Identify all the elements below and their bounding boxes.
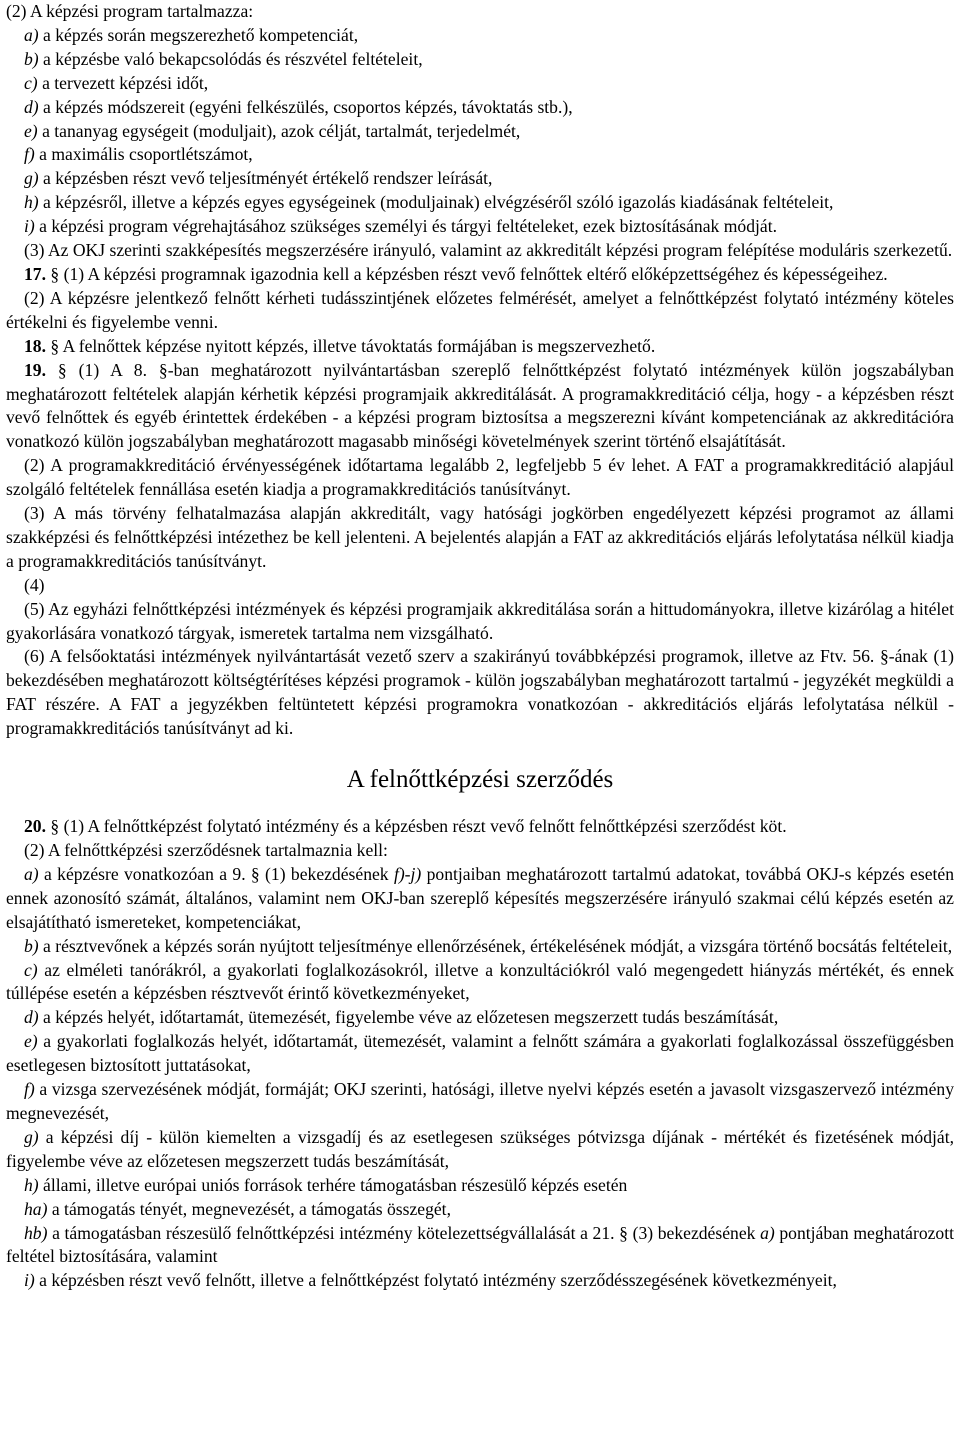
- item-text: a képzési program végrehajtásához szükséges személyi és tárgyi feltételeket, ezek biztosításának módját.: [34, 216, 777, 237]
- list-item-c: [6, 72, 954, 96]
- item-label: a): [24, 863, 39, 884]
- section-19-paragraph-4: (4): [24, 574, 45, 595]
- item-text-continued: pontjaiban meghatározott tartalmú adatokat, továbbá OKJ-s képzés esetén ennek azonosító számát, általános, valamint nem OKJ-ban szereplő képesítés megszerzésére irányuló szakmai célú képzés esetén az elsajátítható ismereteket, kompetenciákat,: [6, 863, 954, 932]
- list-item-d: [6, 96, 954, 120]
- item-text: a támogatásban részesülő felnőttképzési intézmény kötelezettségvállalását a 21. § (3) bekezdésének: [47, 1222, 761, 1243]
- section-heading: A felnőttképzési szerződés: [346, 766, 614, 794]
- list-item-g: [6, 167, 954, 191]
- item-label: i): [24, 216, 35, 237]
- item-text: a képzésben részt vevő felnőtt, illetve a felnőttképzést folytató intézmény szerződésszegésének következményeit,: [34, 1270, 837, 1291]
- list-item-b: [6, 48, 954, 72]
- section-number: 19.: [24, 359, 46, 380]
- item-label: h): [24, 192, 39, 213]
- item-label: hb): [24, 1222, 48, 1243]
- item-label: g): [24, 168, 39, 189]
- section-19-paragraph-2: (2) A programakkreditáció érvényességének időtartama legalább 2, legfeljebb 5 év lehet. A FAT a programakkreditáció alapjául szolgáló feltételek fennállása esetén kiadja a programakkreditációs tanúsítványt.: [6, 455, 954, 500]
- item-text: a tananyag egységeit (moduljait), azok célját, tartalmát, terjedelmét,: [37, 120, 521, 141]
- section-text: § (1) A képzési programnak igazodnia kell a képzésben részt vevő felnőttek eltérő előképzettségéhez és képességeihez.: [46, 263, 888, 284]
- item-text: az elméleti tanórákról, a gyakorlati foglalkozásokról, illetve a konzultációkról való megengedett hiányzás mértékét, és ennek túllépése esetén a képzésben résztvevőt érintő következményeket,: [6, 959, 954, 1004]
- item-text: a képzés módszereit (egyéni felkészülés, csoportos képzés, távoktatás stb.),: [38, 96, 573, 117]
- contract-item-c: [6, 959, 954, 1007]
- contract-item-i: [6, 1269, 954, 1293]
- item-label: f): [24, 144, 35, 165]
- section-20-paragraph-2: (2) A felnőttképzési szerződésnek tartalmaznia kell:: [24, 840, 388, 860]
- section-number: 18.: [24, 335, 46, 356]
- section-text: § (1) A felnőttképzést folytató intézmény és a képzésben részt vevő felnőtt felnőttképzési szerződést köt.: [46, 816, 787, 837]
- item-text: a vizsga szervezésének módját, formáját; OKJ szerinti, hatósági, illetve nyelvi képzés esetén a javasolt vizsgaszervező intézmény megnevezését,: [6, 1079, 954, 1123]
- item-label: f): [24, 1079, 35, 1100]
- contract-item-e: [6, 1030, 954, 1078]
- list-item-e: [6, 120, 954, 144]
- contract-item-b: [6, 935, 954, 959]
- item-reference: f)-j): [393, 863, 422, 884]
- item-label: a): [24, 24, 39, 45]
- item-label: c): [24, 959, 38, 980]
- section-19-paragraph-3: (3) A más törvény felhatalmazása alapján akkreditált, vagy hatósági jogkörben engedélyezett képzési programot az állami szakképzési és felnőttképzési intézethez be kell jelenteni. A bejelentés alapján a FAT az akkreditációs eljárás lefolytatása nélkül kiadja a programakkreditációs tanúsítványt.: [6, 503, 954, 571]
- section-text: § (1) A 8. §-ban meghatározott nyilvántartásban szereplő felnőttképzést folytató intézmények külön jogszabályban meghatározott feltételek alapján kérhetik képzési programjaik akkreditálását. A programakkreditáció célja, hogy - a képzésben részt vevő felnőttek és egyéb érintettek érdekében - a képzési program biztosítsa a megszerezni kívánt kompetenciának az akkreditációra vonatkozó külön jogszabályban meghatározott magasabb minőségi követelmények szerint történő elsajátítását.: [6, 359, 954, 452]
- item-text: a képzés helyét, időtartamát, ütemezését, figyelembe véve az előzetesen megszerzett tudás beszámítását,: [38, 1007, 779, 1028]
- paragraph-3: (3) Az OKJ szerinti szakképesítés megszerzésére irányuló, valamint az akkreditált képzési program felépítése moduláris szerkezetű.: [24, 240, 953, 261]
- section-18-paragraph-1: [6, 335, 954, 359]
- list-item-a: [6, 24, 954, 48]
- item-text: a képzésben részt vevő teljesítményét értékelő rendszer leírását,: [38, 168, 493, 189]
- item-text-continued: pontjában meghatározott feltétel biztosítására, valamint: [6, 1222, 954, 1267]
- section-number: 17.: [24, 263, 46, 284]
- contract-item-hb: [6, 1222, 954, 1270]
- section-number: 20.: [24, 816, 46, 837]
- item-label: d): [24, 96, 39, 117]
- item-text: állami, illetve európai uniós források terhére támogatásban részesülő képzés esetén: [38, 1174, 628, 1195]
- section-19-paragraph-1: [6, 359, 954, 455]
- item-text: a képzési díj - külön kiemelten a vizsgadíj és az esetlegesen szükséges pótvizsga díjának - mértékét és fizetésének módját, figyelembe véve az előzetesen megszerzett tudás beszámítását,: [6, 1126, 954, 1171]
- list-item-h: [6, 191, 954, 215]
- section-17-paragraph-1: [6, 263, 954, 287]
- item-text: a képzés során megszerezhető kompetenciát,: [38, 24, 359, 45]
- item-text: a tervezett képzési időt,: [37, 72, 209, 93]
- contract-item-h: [6, 1174, 954, 1198]
- section-19-paragraph-6: (6) A felsőoktatási intézmények nyilvántartását vezető szerv a szakirányú továbbképzési programok, illetve az Ftv. 56. §-ának (1) bekezdésében meghatározott költségtérítéses képzési programok - külön jogszabályban meghatározott tartalmú - jegyzékét megküldi a FAT részére. A FAT a jegyzékben feltüntetett képzési programokra vonatkozóan - akkreditációs eljárás lefolytatása nélkül - programakkreditációs tanúsítványt ad ki.: [6, 646, 954, 739]
- item-label: e): [24, 120, 38, 141]
- item-text: a képzésbe való bekapcsolódás és részvétel feltételeit,: [38, 48, 423, 69]
- section-19-paragraph-5: (5) Az egyházi felnőttképzési intézmények és képzési programjaik akkreditálása során a hittudományokra, illetve kizárólag a hitélet gyakorlására vonatkozó tárgyak, ismeretek tartalma nem vizsgálható.: [6, 598, 954, 643]
- list-item-i: [6, 215, 954, 239]
- item-text: a támogatás tényét, megnevezését, a támogatás összegét,: [47, 1198, 451, 1219]
- item-label: c): [24, 72, 38, 93]
- contract-item-d: [6, 1006, 954, 1030]
- section-text: § A felnőttek képzése nyitott képzés, illetve távoktatás formájában is megszervezhető.: [46, 335, 656, 356]
- section-17-paragraph-2: (2) A képzésre jelentkező felnőtt kérheti tudásszintjének előzetes felmérését, amelyet a felnőttképzést folytató intézmény köteles értékelni és figyelembe venni.: [6, 287, 954, 332]
- paragraph-2-intro: (2) A képzési program tartalmazza:: [6, 1, 254, 21]
- item-label: b): [24, 48, 39, 69]
- item-label: b): [24, 935, 39, 956]
- contract-item-g: [6, 1126, 954, 1174]
- contract-item-f: [6, 1078, 954, 1126]
- item-text: a képzésről, illetve a képzés egyes egységeinek (moduljainak) elvégzéséről szóló igazolás kiadásának feltételeit,: [38, 192, 834, 213]
- contract-item-a: [6, 863, 954, 935]
- item-label: h): [24, 1174, 39, 1195]
- item-text: a résztvevőnek a képzés során nyújtott teljesítménye ellenőrzésének, értékelésének módját, a vizsgára történő bocsátás feltételeit,: [38, 935, 953, 956]
- item-text: a képzésre vonatkozóan a 9. § (1) bekezdésének: [38, 863, 394, 884]
- item-text: a gyakorlati foglalkozás helyét, időtartamát, ütemezését, valamint a felnőtt számára a gyakorlati foglalkozással összefüggésben esetlegesen biztosított juttatásokat,: [6, 1031, 954, 1076]
- item-reference: a): [760, 1222, 775, 1243]
- item-label: i): [24, 1270, 35, 1291]
- item-label: g): [24, 1126, 39, 1147]
- item-text: a maximális csoportlétszámot,: [34, 144, 253, 165]
- section-20-paragraph-1: [6, 815, 954, 839]
- item-label: d): [24, 1007, 39, 1028]
- item-label: e): [24, 1031, 38, 1052]
- item-label: ha): [24, 1198, 48, 1219]
- list-item-f: [6, 143, 954, 167]
- contract-item-ha: [6, 1198, 954, 1222]
